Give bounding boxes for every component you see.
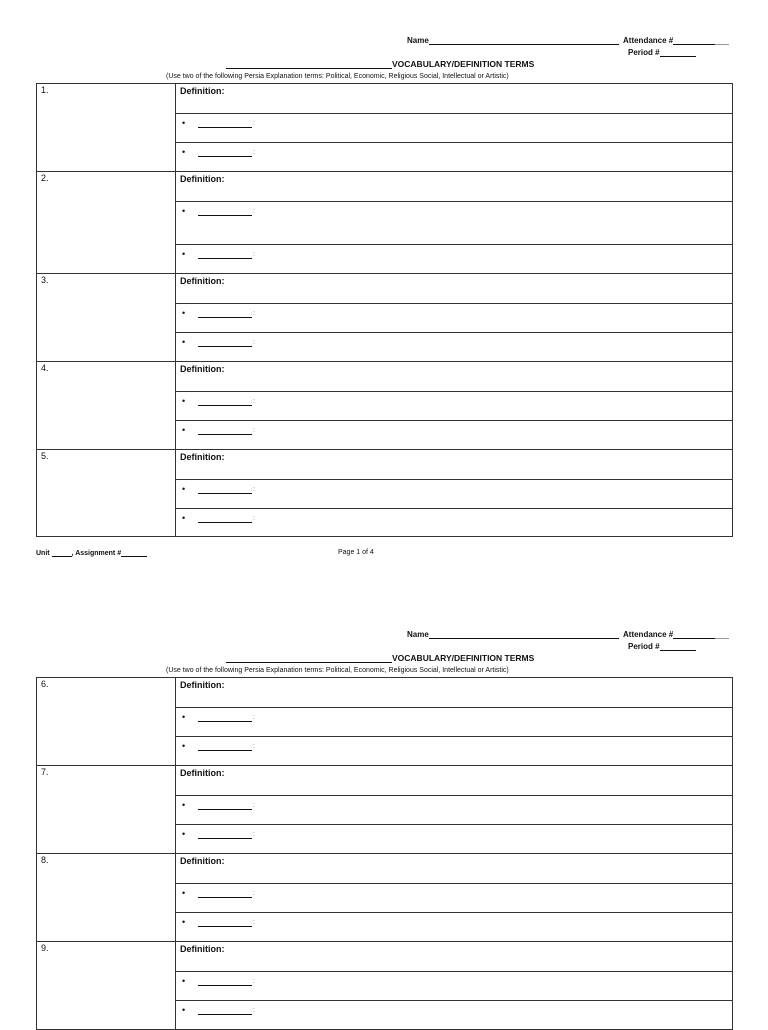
attendance-blank[interactable] — [673, 36, 715, 45]
definition-label: Definition: — [180, 944, 225, 954]
colon: : — [253, 427, 255, 435]
explanation-term-blank[interactable] — [198, 977, 252, 986]
attendance-field[interactable] — [623, 36, 729, 45]
explanation-term-blank[interactable] — [198, 119, 252, 128]
attendance-blank[interactable] — [673, 630, 715, 639]
explanation-cell[interactable] — [176, 202, 733, 245]
explanation-cell[interactable] — [176, 708, 733, 737]
colon: : — [253, 802, 255, 810]
explanation-cell[interactable] — [176, 796, 733, 825]
colon: : — [253, 714, 255, 722]
instructions: (Use two of the following Persia Explanation terms: Political, Economic, Religious Social, Intellectual or Artistic) — [166, 73, 509, 80]
colon: : — [253, 515, 255, 523]
name-blank[interactable] — [429, 36, 619, 45]
explanation-term-blank[interactable] — [198, 742, 252, 751]
explanation-cell[interactable] — [176, 421, 733, 450]
bullet-icon: • — [182, 147, 186, 157]
title-text: VOCABULARY/DEFINITION TERMS — [392, 59, 535, 69]
explanation-cell[interactable] — [176, 825, 733, 854]
bullet-icon: • — [182, 308, 186, 318]
definition-cell[interactable] — [176, 362, 733, 392]
definition-label: Definition: — [180, 276, 225, 286]
explanation-term-blank[interactable] — [198, 713, 252, 722]
attendance-blank-extension — [715, 36, 729, 45]
explanation-term-blank[interactable] — [198, 918, 252, 927]
term-number: 8. — [41, 855, 49, 865]
explanation-cell[interactable] — [176, 509, 733, 537]
term-number: 7. — [41, 767, 49, 777]
colon: : — [253, 486, 255, 494]
colon: : — [253, 831, 255, 839]
term-cell[interactable] — [37, 942, 176, 1030]
bullet-icon: • — [182, 484, 186, 494]
colon: : — [253, 398, 255, 406]
definition-cell[interactable] — [176, 274, 733, 304]
bullet-icon: • — [182, 118, 186, 128]
definition-cell[interactable] — [176, 84, 733, 114]
name-blank[interactable] — [429, 630, 619, 639]
name-label: Name — [407, 630, 429, 639]
explanation-term-blank[interactable] — [198, 1006, 252, 1015]
bullet-icon: • — [182, 513, 186, 523]
explanation-cell[interactable] — [176, 1001, 733, 1030]
colon: : — [253, 251, 255, 259]
explanation-term-blank[interactable] — [198, 485, 252, 494]
explanation-term-blank[interactable] — [198, 830, 252, 839]
colon: : — [253, 208, 255, 216]
definition-cell[interactable] — [176, 942, 733, 972]
vocab-table — [36, 677, 733, 1030]
worksheet-title — [226, 59, 534, 69]
explanation-term-blank[interactable] — [198, 514, 252, 523]
term-number: 4. — [41, 363, 49, 373]
bullet-icon: • — [182, 741, 186, 751]
period-blank[interactable] — [660, 48, 696, 57]
explanation-term-blank[interactable] — [198, 889, 252, 898]
definition-cell[interactable] — [176, 172, 733, 202]
explanation-cell[interactable] — [176, 333, 733, 362]
attendance-label: Attendance # — [623, 630, 674, 639]
attendance-label: Attendance # — [623, 36, 674, 45]
term-number: 3. — [41, 275, 49, 285]
explanation-cell[interactable] — [176, 480, 733, 509]
colon: : — [253, 743, 255, 751]
page-number: Page 1 of 4 — [338, 549, 374, 556]
bullet-icon: • — [182, 917, 186, 927]
definition-cell[interactable] — [176, 450, 733, 480]
definition-label: Definition: — [180, 680, 225, 690]
explanation-cell[interactable] — [176, 114, 733, 143]
definition-cell[interactable] — [176, 854, 733, 884]
colon: : — [253, 1007, 255, 1015]
unit-label: Unit — [36, 550, 50, 557]
attendance-field[interactable] — [623, 630, 729, 639]
assignment-label: , Assignment # — [71, 550, 122, 557]
title-blank[interactable] — [226, 654, 392, 663]
bullet-icon: • — [182, 396, 186, 406]
explanation-term-blank[interactable] — [198, 338, 252, 347]
explanation-term-blank[interactable] — [198, 397, 252, 406]
colon: : — [253, 149, 255, 157]
explanation-cell[interactable] — [176, 304, 733, 333]
term-number: 5. — [41, 451, 49, 461]
bullet-icon: • — [182, 425, 186, 435]
bullet-icon: • — [182, 888, 186, 898]
term-cell[interactable] — [37, 274, 176, 362]
bullet-icon: • — [182, 976, 186, 986]
bullet-icon: • — [182, 1005, 186, 1015]
definition-label: Definition: — [180, 768, 225, 778]
unit-blank[interactable] — [52, 549, 72, 557]
name-field[interactable] — [407, 630, 619, 639]
period-blank[interactable] — [660, 642, 696, 651]
name-label: Name — [407, 36, 429, 45]
term-cell[interactable] — [37, 172, 176, 274]
explanation-cell[interactable] — [176, 245, 733, 274]
title-blank[interactable] — [226, 60, 392, 69]
explanation-cell[interactable] — [176, 972, 733, 1001]
explanation-cell[interactable] — [176, 392, 733, 421]
assignment-blank[interactable] — [121, 549, 147, 557]
explanation-cell[interactable] — [176, 737, 733, 766]
term-number: 1. — [41, 85, 49, 95]
definition-cell[interactable] — [176, 678, 733, 708]
colon: : — [253, 919, 255, 927]
explanation-cell[interactable] — [176, 913, 733, 942]
explanation-term-blank[interactable] — [198, 801, 252, 810]
colon: : — [253, 310, 255, 318]
explanation-term-blank[interactable] — [198, 309, 252, 318]
definition-label: Definition: — [180, 364, 225, 374]
definition-label: Definition: — [180, 856, 225, 866]
bullet-icon: • — [182, 249, 186, 259]
period-label: Period # — [628, 48, 660, 57]
term-cell[interactable] — [37, 362, 176, 450]
explanation-term-blank[interactable] — [198, 250, 252, 259]
term-cell[interactable] — [37, 854, 176, 942]
unit-assignment-footer — [36, 549, 147, 557]
definition-cell[interactable] — [176, 766, 733, 796]
period-field[interactable] — [628, 48, 696, 57]
title-text: VOCABULARY/DEFINITION TERMS — [392, 653, 535, 663]
colon: : — [253, 890, 255, 898]
bullet-icon: • — [182, 206, 186, 216]
term-number: 2. — [41, 173, 49, 183]
bullet-icon: • — [182, 712, 186, 722]
attendance-blank-extension — [715, 630, 729, 639]
explanation-term-blank[interactable] — [198, 207, 252, 216]
definition-label: Definition: — [180, 174, 225, 184]
worksheet-title — [226, 653, 534, 663]
explanation-term-blank[interactable] — [198, 426, 252, 435]
period-label: Period # — [628, 642, 660, 651]
explanation-cell[interactable] — [176, 884, 733, 913]
vocab-table — [36, 83, 733, 537]
term-number: 6. — [41, 679, 49, 689]
colon: : — [253, 978, 255, 986]
name-field[interactable] — [407, 36, 619, 45]
colon: : — [253, 339, 255, 347]
explanation-cell[interactable] — [176, 143, 733, 172]
bullet-icon: • — [182, 829, 186, 839]
term-cell[interactable] — [37, 766, 176, 854]
definition-label: Definition: — [180, 452, 225, 462]
instructions: (Use two of the following Persia Explanation terms: Political, Economic, Religious Social, Intellectual or Artistic) — [166, 667, 509, 674]
definition-label: Definition: — [180, 86, 225, 96]
term-cell[interactable] — [37, 678, 176, 766]
bullet-icon: • — [182, 800, 186, 810]
term-cell[interactable] — [37, 84, 176, 172]
colon: : — [253, 120, 255, 128]
explanation-term-blank[interactable] — [198, 148, 252, 157]
term-cell[interactable] — [37, 450, 176, 537]
term-number: 9. — [41, 943, 49, 953]
period-field[interactable] — [628, 642, 696, 651]
bullet-icon: • — [182, 337, 186, 347]
